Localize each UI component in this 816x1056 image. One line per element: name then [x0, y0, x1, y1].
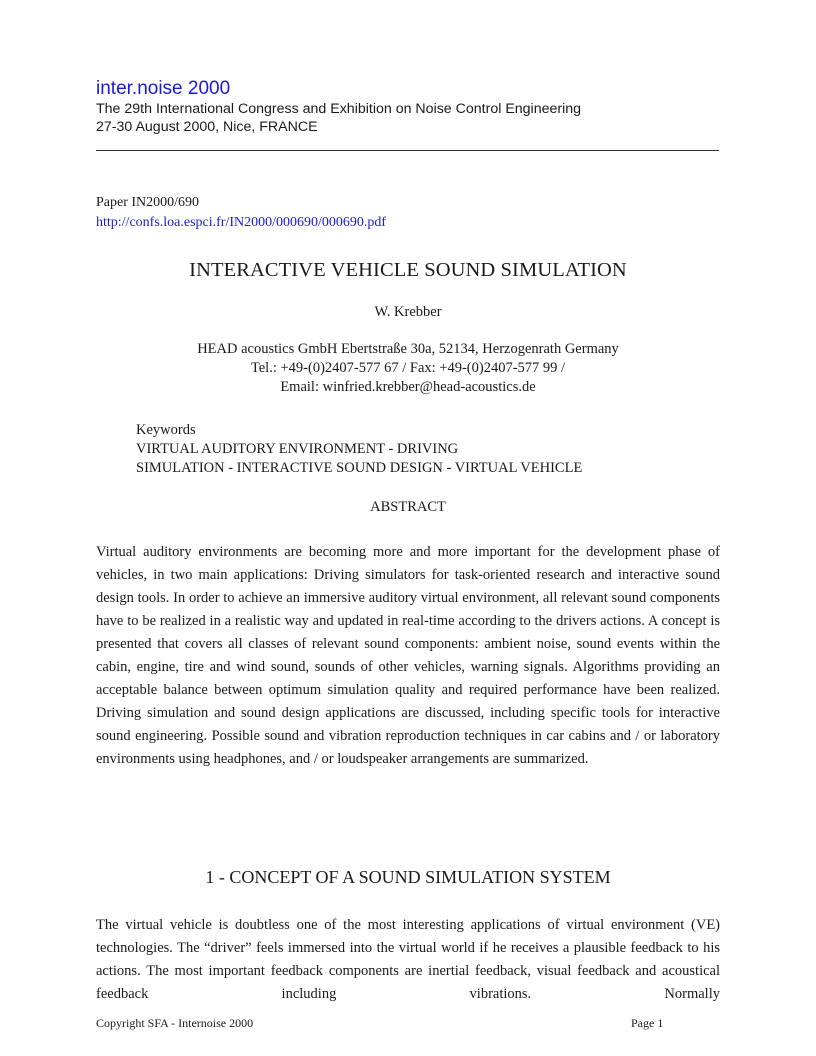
keywords-line-1: VIRTUAL AUDITORY ENVIRONMENT - DRIVING [136, 441, 459, 457]
paper-title: INTERACTIVE VEHICLE SOUND SIMULATION [189, 259, 627, 281]
abstract-text: Virtual auditory environments are becoming more and more important for the development phase of vehicles, in two main applications: Driving simulators for task-oriented research and interactive sound design tools. In order to achieve an immersive auditory virtual environment, all relevant sound components have to be realized in a realistic way and updated in real-time according to the drivers actions. A concept is presented that covers all classes of relevant sound components: ambient noise, sound events within the cabin, engine, tire and wind sound, sounds of other vehicles, warning signals. Algorithms providing an acceptable balance between optimum simulation quality and required performance have been realized. Driving simulation and sound design applications are discussed, including specific tools for interactive sound engineering. Possible sound and vibration reproduction techniques in car cabins and / or laboratory environments using headphones, and / or loudspeaker arrangements are summarized. [96, 544, 720, 767]
section-1-text: The virtual vehicle is doubtless one of the most interesting applications of virtual environment (VE) technologies. The “driver” feels immersed into the virtual world if he receives a plausible feedback to his actions. The most important feedback components are inertial feedback, visual feedback and acoustical feedback including vibrations. Normally [96, 917, 720, 1002]
conference-subtitle: The 29th International Congress and Exhibition on Noise Control Engineering [96, 101, 582, 117]
keywords-block [136, 421, 582, 478]
keywords-label: Keywords [136, 422, 196, 438]
paper-url-link[interactable]: http://confs.loa.espci.fr/IN2000/000690/000690.pdf [96, 215, 387, 230]
keywords-line-2: SIMULATION - INTERACTIVE SOUND DESIGN - VIRTUAL VEHICLE [136, 460, 583, 476]
contact-phone: Tel.: +49-(0)2407-577 67 / Fax: +49-(0)2407-577 99 / [250, 360, 566, 376]
footer-page-number: Page 1 [631, 1016, 664, 1030]
affiliation: HEAD acoustics GmbH Ebertstraße 30a, 52134, Herzogenrath Germany [197, 341, 619, 357]
header-divider [96, 150, 719, 151]
contact-email: Email: winfried.krebber@head-acoustics.de [280, 379, 536, 395]
section-1-heading: 1 - CONCEPT OF A SOUND SIMULATION SYSTEM [205, 867, 611, 887]
abstract-heading: ABSTRACT [370, 499, 446, 515]
paper-id: Paper IN2000/690 [96, 195, 200, 210]
conference-name: inter.noise 2000 [96, 78, 231, 99]
conference-header [96, 78, 720, 136]
author-affiliation-block [96, 340, 720, 397]
paper-author: W. Krebber [374, 304, 442, 320]
footer-copyright: Copyright SFA - Internoise 2000 [96, 1016, 254, 1030]
conference-date-location: 27-30 August 2000, Nice, FRANCE [96, 119, 318, 135]
